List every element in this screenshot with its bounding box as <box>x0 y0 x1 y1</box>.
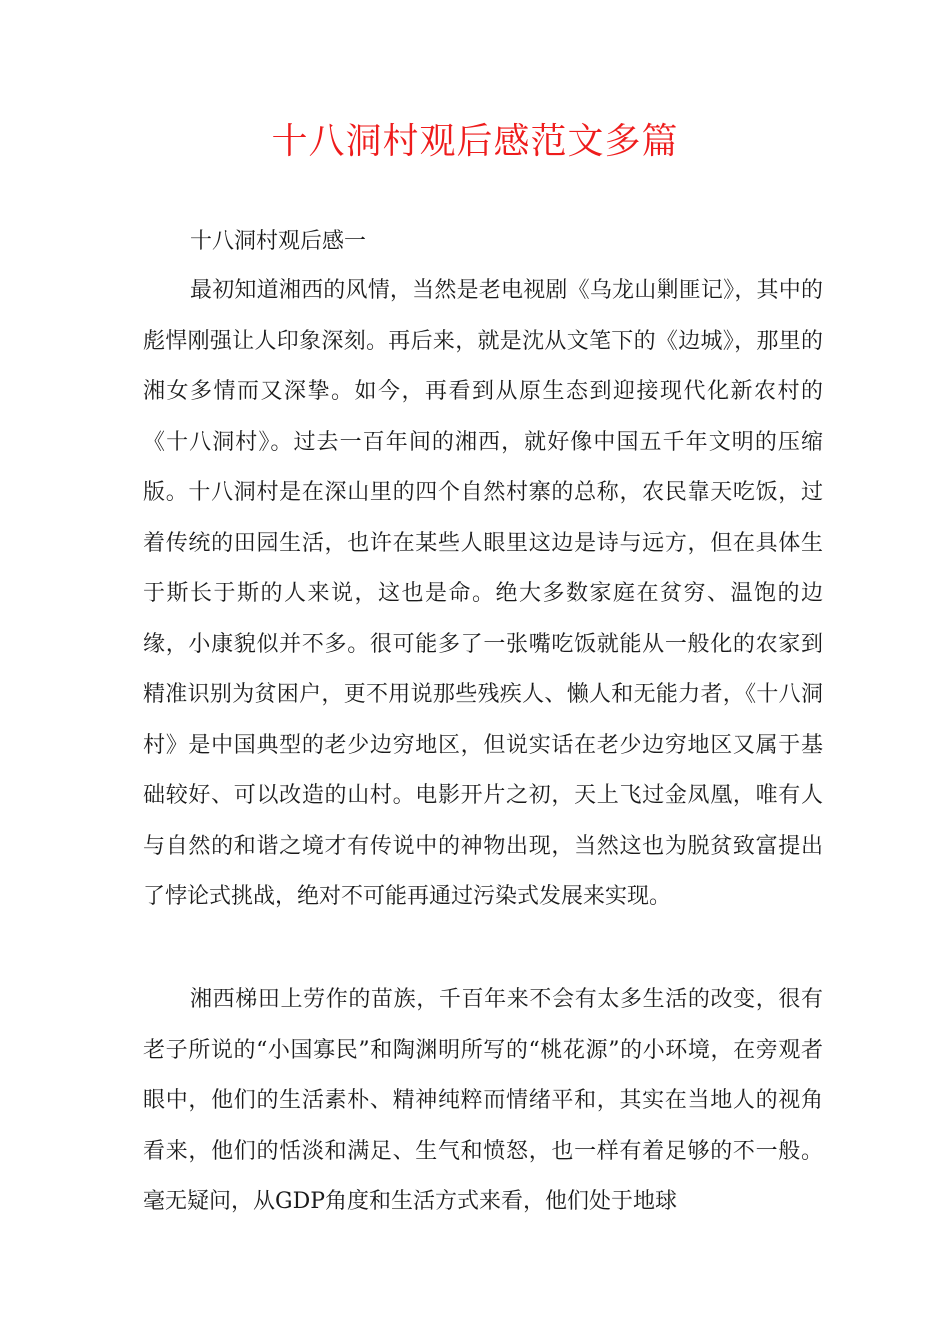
paragraph-2: 湘西梯田上劳作的苗族，千百年来不会有太多生活的改变，很有老子所说的“小国寡民”和陶渊明所写的“桃花源”的小环境，在旁观者眼中，他们的生活素朴、精神纯粹而情绪平和，其实在当地人的视角看来，他们的恬淡和满足、生气和愤怒，也一样有着足够的不一般。毫无疑问，从GDP角度和生活方式来看，他们处于地球 <box>143 987 823 1214</box>
document-title: 十八洞村观后感范文多篇 <box>271 121 679 162</box>
paragraph-1: 最初知道湘西的风情，当然是老电视剧《乌龙山剿匪记》，其中的彪悍刚强让人印象深刻。再后来，就是沈从文笔下的《边城》，那里的湘女多情而又深挚。如今，再看到从原生态到迎接现代化新农村的《十八洞村》。过去一百年间的湘西，就好像中国五千年文明的压缩版。十八洞村是在深山里的四个自然村寨的总称，农民靠天吃饭，过着传统的田园生活，也许在某些人眼里这边是诗与远方，但在具体生于斯长于斯的人来说，这也是命。绝大多数家庭在贫穷、温饱的边缘，小康貌似并不多。很可能多了一张嘴吃饭就能从一般化的农家到精准识别为贫困户，更不用说那些残疾人、懒人和无能力者，《十八洞村》是中国典型的老少边穷地区，但说实话在老少边穷地区又属于基础较好、可以改造的山村。电影开片之初，天上飞过金凤凰，唯有人与自然的和谐之境才有传说中的神物出现，当然这也为脱贫致富提出了悖论式挑战，绝对不可能再通过污染式发展来实现。 <box>143 278 823 909</box>
section-heading: 十八洞村观后感一 <box>190 229 367 254</box>
